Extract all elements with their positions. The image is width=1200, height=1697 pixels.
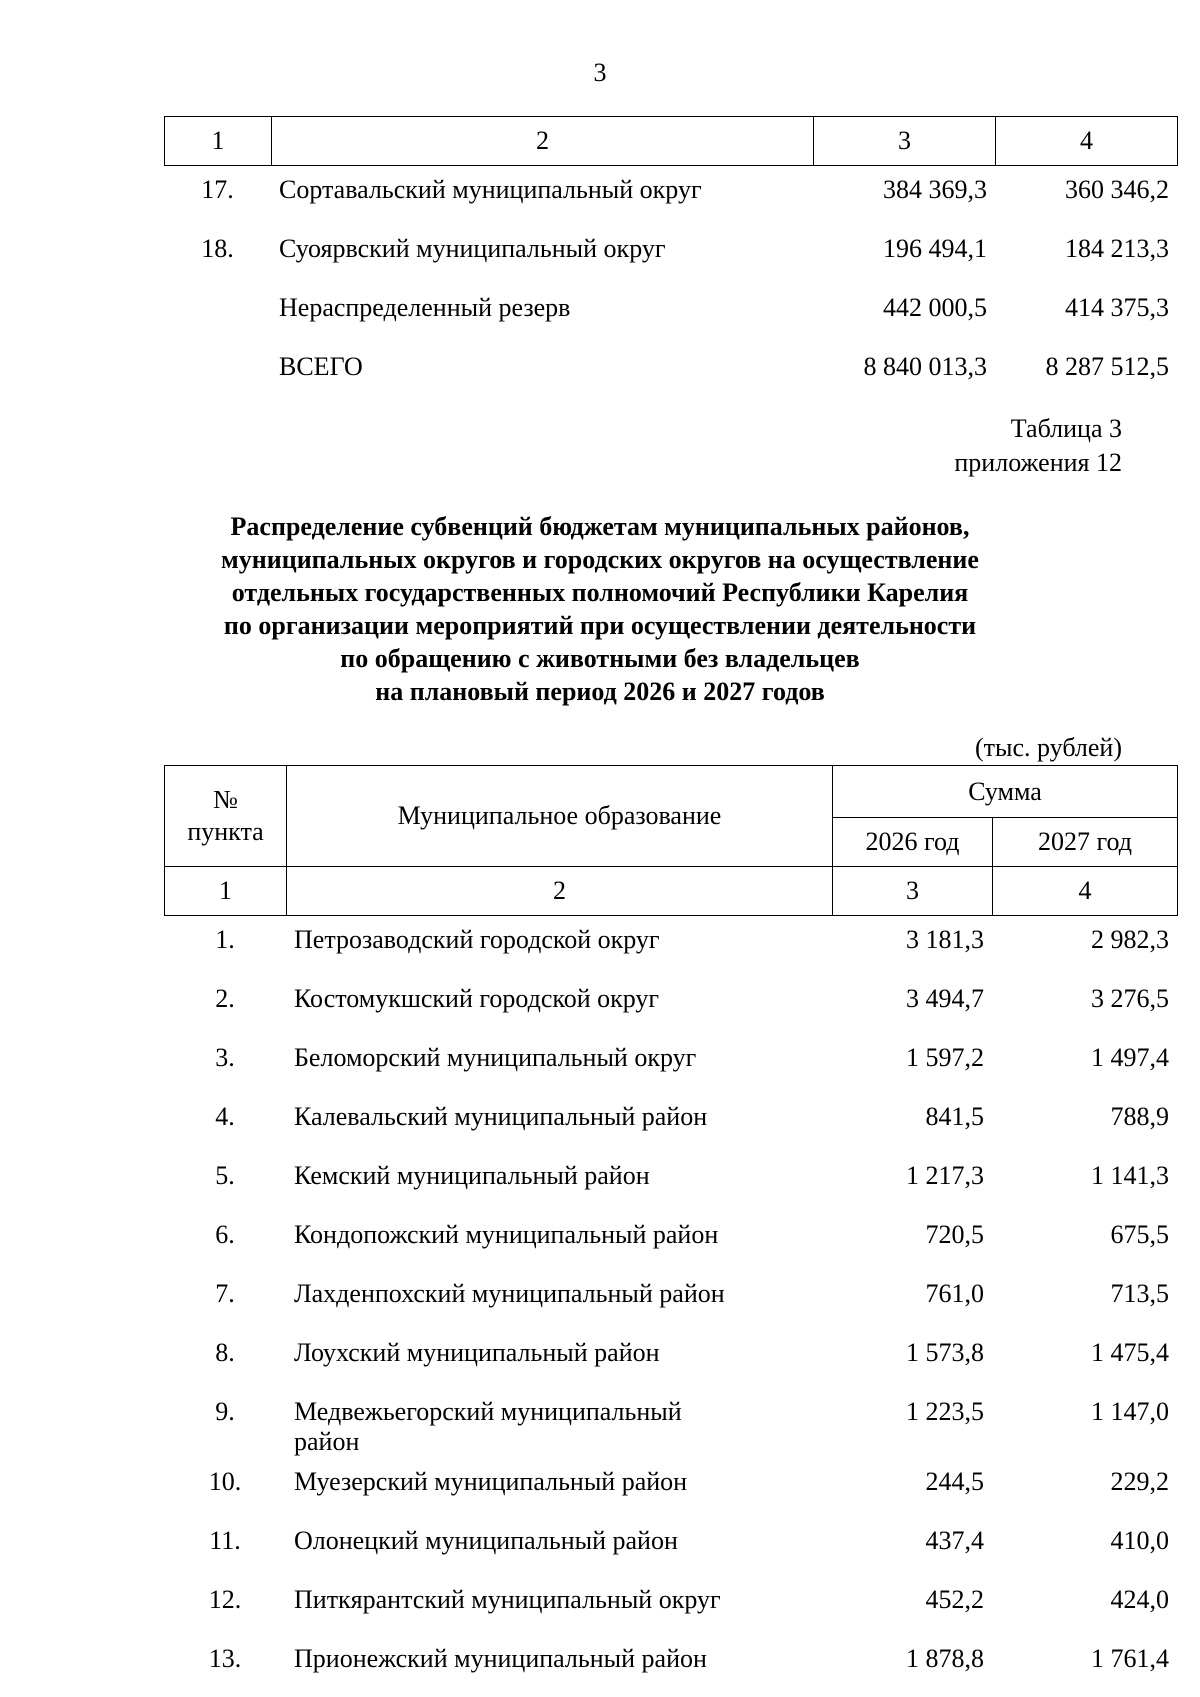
value-2026: 1 597,2 — [906, 1043, 984, 1072]
value-2027: 414 375,3 — [1065, 293, 1169, 322]
table3-column-numbers — [164, 866, 1178, 916]
header-year-2026: 2026 год — [833, 818, 993, 867]
value-2026: 761,0 — [925, 1279, 984, 1308]
row-number: 10. — [208, 1467, 242, 1496]
value-2027: 1 475,4 — [1091, 1338, 1169, 1367]
municipality-name: Кондопожский муниципальный район — [294, 1220, 719, 1249]
table-row — [164, 915, 1177, 974]
row-number: 9. — [215, 1397, 235, 1426]
col-header-2: 2 — [272, 117, 814, 166]
table-row — [164, 1269, 1177, 1328]
table-number: Таблица 3 — [1010, 414, 1122, 443]
table-row — [164, 1387, 1177, 1457]
col-number-1: 1 — [165, 867, 287, 916]
table-row — [164, 974, 1177, 1033]
municipality-name: Нераспределенный резерв — [279, 293, 571, 322]
row-number: 13. — [208, 1644, 242, 1673]
value-2027: 184 213,3 — [1065, 234, 1169, 263]
value-2026: 8 840 013,3 — [863, 352, 987, 381]
municipality-name: Лахденпохский муниципальный район — [294, 1279, 725, 1308]
municipality-name: Суоярвский муниципальный округ — [279, 234, 666, 263]
value-2026: 1 217,3 — [906, 1161, 984, 1190]
value-2027: 1 761,4 — [1091, 1644, 1169, 1673]
col-header-1: 1 — [165, 117, 272, 166]
value-2026: 442 000,5 — [883, 293, 987, 322]
table-row — [164, 1092, 1177, 1151]
value-2027: 8 287 512,5 — [1045, 352, 1169, 381]
municipality-name: Медвежьегорский муниципальный район — [294, 1397, 682, 1456]
continuation-table-header — [164, 116, 1178, 166]
title-line: муниципальных округов и городских округов на осуществление — [221, 545, 979, 574]
municipality-name: Петрозаводский городской округ — [294, 925, 660, 954]
table-row — [164, 1033, 1177, 1092]
value-2027: 1 497,4 — [1091, 1043, 1169, 1072]
col-header-4: 4 — [996, 117, 1178, 166]
table-row — [164, 165, 1177, 224]
table-row — [164, 1151, 1177, 1210]
table-row — [164, 283, 1177, 342]
value-2027: 424,0 — [1110, 1585, 1169, 1614]
units-note: (тыс. рублей) — [974, 733, 1122, 762]
page-number: 3 — [593, 58, 607, 87]
continuation-table-body — [164, 165, 1177, 401]
municipality-name: Прионежский муниципальный район — [294, 1644, 707, 1673]
title-line: на плановый период 2026 и 2027 годов — [375, 677, 825, 706]
value-2026: 1 878,8 — [906, 1644, 984, 1673]
row-number: 17. — [201, 175, 234, 204]
table3-body — [164, 915, 1177, 1693]
table-row — [164, 1457, 1177, 1516]
value-2026: 196 494,1 — [883, 234, 987, 263]
row-number — [164, 342, 271, 401]
table-caption — [954, 412, 1122, 480]
value-2027: 360 346,2 — [1065, 175, 1169, 204]
value-2026: 1 223,5 — [906, 1397, 984, 1426]
table-row — [164, 1210, 1177, 1269]
row-number: 7. — [215, 1279, 235, 1308]
municipality-name: Кемский муниципальный район — [294, 1161, 650, 1190]
row-number: 12. — [208, 1585, 242, 1614]
municipality-name: Беломорский муниципальный округ — [294, 1043, 697, 1072]
header-municipality: Муниципальное образование — [287, 766, 833, 867]
value-2027: 1 147,0 — [1091, 1397, 1169, 1426]
value-2026: 3 494,7 — [906, 984, 984, 1013]
value-2027: 3 276,5 — [1091, 984, 1169, 1013]
row-number: 5. — [215, 1161, 235, 1190]
table-row — [164, 1516, 1177, 1575]
row-number: 3. — [215, 1043, 235, 1072]
municipality-name: Сортавальский муниципальный округ — [279, 175, 702, 204]
row-number: 1. — [215, 925, 235, 954]
table-row — [164, 1634, 1177, 1693]
value-2026: 384 369,3 — [883, 175, 987, 204]
row-number — [164, 283, 271, 342]
value-2027: 675,5 — [1110, 1220, 1169, 1249]
table3-header — [164, 765, 1178, 867]
row-number: 8. — [215, 1338, 235, 1367]
col-number-4: 4 — [993, 867, 1178, 916]
table-row — [164, 224, 1177, 283]
value-2026: 452,2 — [925, 1585, 984, 1614]
value-2027: 2 982,3 — [1091, 925, 1169, 954]
title-line: по обращению с животными без владельцев — [340, 644, 860, 673]
row-number: 11. — [209, 1526, 241, 1555]
table-row — [164, 1328, 1177, 1387]
value-2026: 841,5 — [925, 1102, 984, 1131]
municipality-name: ВСЕГО — [279, 352, 363, 381]
table-row — [164, 1575, 1177, 1634]
col-header-3: 3 — [814, 117, 996, 166]
municipality-name: Калевальский муниципальный район — [294, 1102, 708, 1131]
header-sum: Сумма — [833, 766, 1178, 818]
title-line: отдельных государственных полномочий Республики Карелия — [231, 578, 969, 607]
value-2026: 244,5 — [925, 1467, 984, 1496]
value-2026: 720,5 — [925, 1220, 984, 1249]
col-number-2: 2 — [287, 867, 833, 916]
municipality-name: Лоухский муниципальный район — [294, 1338, 660, 1367]
value-2026: 437,4 — [925, 1526, 984, 1555]
appendix-reference: приложения 12 — [954, 448, 1122, 477]
header-year-2027: 2027 год — [993, 818, 1178, 867]
value-2026: 1 573,8 — [906, 1338, 984, 1367]
municipality-name: Олонецкий муниципальный район — [294, 1526, 678, 1555]
title-line: по организации мероприятий при осуществлении деятельности — [223, 611, 977, 640]
row-number: 6. — [215, 1220, 235, 1249]
title-line: Распределение субвенций бюджетам муниципальных районов, — [230, 512, 970, 541]
value-2027: 713,5 — [1110, 1279, 1169, 1308]
municipality-name: Костомукшский городской округ — [294, 984, 660, 1013]
row-number: 2. — [215, 984, 235, 1013]
header-item-number: № пункта — [165, 766, 287, 867]
row-number: 18. — [201, 234, 234, 263]
table-row — [164, 342, 1177, 401]
table-title — [0, 510, 1200, 708]
value-2027: 788,9 — [1110, 1102, 1169, 1131]
municipality-name: Питкярантский муниципальный округ — [294, 1585, 721, 1614]
col-number-3: 3 — [833, 867, 993, 916]
municipality-name: Муезерский муниципальный район — [294, 1467, 688, 1496]
value-2027: 1 141,3 — [1091, 1161, 1169, 1190]
value-2027: 229,2 — [1110, 1467, 1169, 1496]
row-number: 4. — [215, 1102, 235, 1131]
value-2026: 3 181,3 — [906, 925, 984, 954]
value-2027: 410,0 — [1110, 1526, 1169, 1555]
